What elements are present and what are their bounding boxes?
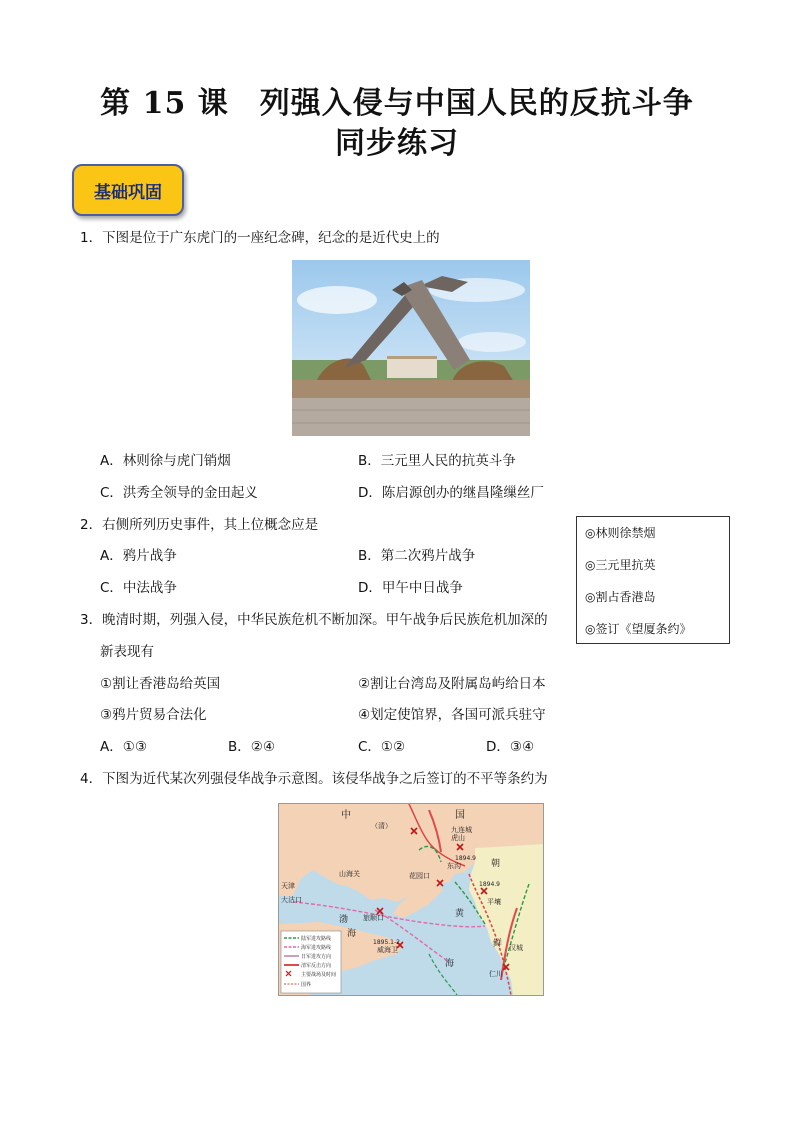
q3-item-1: ①割让香港岛给英国	[100, 676, 221, 692]
map-legend-item: 主要战场及时间	[301, 972, 337, 978]
map-legend-item: 陆军进攻路线	[301, 936, 332, 942]
event-item: ◎三元里抗英	[585, 558, 656, 572]
q2-option-a: A．鸦片战争	[100, 548, 177, 564]
map-label: 海	[445, 959, 455, 969]
map-label: 黄	[455, 909, 465, 919]
q3-item-4: ④划定使馆界，各国可派兵驻守	[358, 707, 546, 723]
map-label: 1894.9	[479, 881, 500, 888]
q2-option-d: D．甲午中日战争	[358, 580, 463, 596]
map-label: 平壤	[487, 898, 501, 906]
map-label: 朝	[491, 859, 501, 869]
event-item: ◎签订《望厦条约》	[585, 622, 692, 636]
map-label: 威海卫	[377, 946, 398, 954]
section-badge: 基础巩固	[72, 164, 184, 216]
map-label: 大沽口	[281, 896, 302, 904]
map-label: 国	[455, 810, 465, 821]
map-label: 旅顺口	[363, 914, 384, 922]
map-label: 九连城	[451, 826, 472, 834]
monument-photo	[292, 260, 530, 436]
map-label: 1894.9	[455, 855, 476, 862]
map-label: 鲜	[493, 939, 503, 949]
lesson-subtitle: 同步练习	[335, 126, 459, 161]
map-label: 海	[347, 929, 357, 939]
map-label: 仁川	[489, 970, 503, 978]
q1-option-d: D．陈启源创办的继昌隆缫丝厂	[358, 485, 544, 501]
map-label: 汉城	[509, 944, 523, 952]
q3-option-c: C．①②	[358, 739, 406, 755]
map-label: 渤	[339, 915, 349, 925]
q1-stem: 1．下图是位于广东虎门的一座纪念碑，纪念的是近代史上的	[80, 230, 440, 246]
q3-option-a: A．①③	[100, 739, 147, 755]
map-label: 中	[341, 810, 351, 821]
event-item: ◎割占香港岛	[585, 590, 656, 604]
war-map	[278, 803, 544, 996]
q3-item-3: ③鸦片贸易合法化	[100, 707, 207, 723]
map-label: （清）	[371, 822, 392, 830]
lesson-title: 第 15 课 列强入侵与中国人民的反抗斗争	[100, 86, 694, 121]
q2-option-c: C．中法战争	[100, 580, 177, 596]
map-label: 东沟	[447, 862, 461, 870]
q3-stem-line1: 3．晚清时期，列强入侵，中华民族危机不断加深。甲午战争后民族危机加深的	[80, 612, 548, 628]
event-item: ◎林则徐禁烟	[585, 526, 656, 540]
event-list-box	[576, 516, 730, 644]
map-legend-item: 日军进攻方向	[301, 954, 332, 960]
q4-stem: 4．下图为近代某次列强侵华战争示意图。该侵华战争之后签订的不平等条约为	[80, 771, 548, 787]
q2-stem: 2．右侧所列历史事件，其上位概念应是	[80, 517, 319, 533]
q3-item-2: ②割让台湾岛及附属岛屿给日本	[358, 676, 546, 692]
q2-option-b: B．第二次鸦片战争	[358, 548, 476, 564]
q3-stem-line2: 新表现有	[100, 644, 154, 660]
map-label: 花园口	[409, 872, 430, 880]
map-label: 1895.1-2	[373, 939, 400, 946]
q1-option-b: B．三元里人民的抗英斗争	[358, 453, 516, 469]
map-label: 虎山	[451, 834, 465, 842]
q1-option-c: C．洪秀全领导的金田起义	[100, 485, 258, 501]
map-legend-item: 国界	[301, 982, 312, 988]
map-label: 天津	[281, 882, 295, 890]
map-legend-item: 海军进攻路线	[301, 945, 332, 951]
map-legend-item: 清军反击方向	[301, 963, 332, 969]
q3-option-d: D．③④	[486, 739, 535, 755]
q1-option-a: A．林则徐与虎门销烟	[100, 453, 231, 469]
q3-option-b: B．②④	[228, 739, 275, 755]
map-label: 山海关	[339, 870, 360, 878]
